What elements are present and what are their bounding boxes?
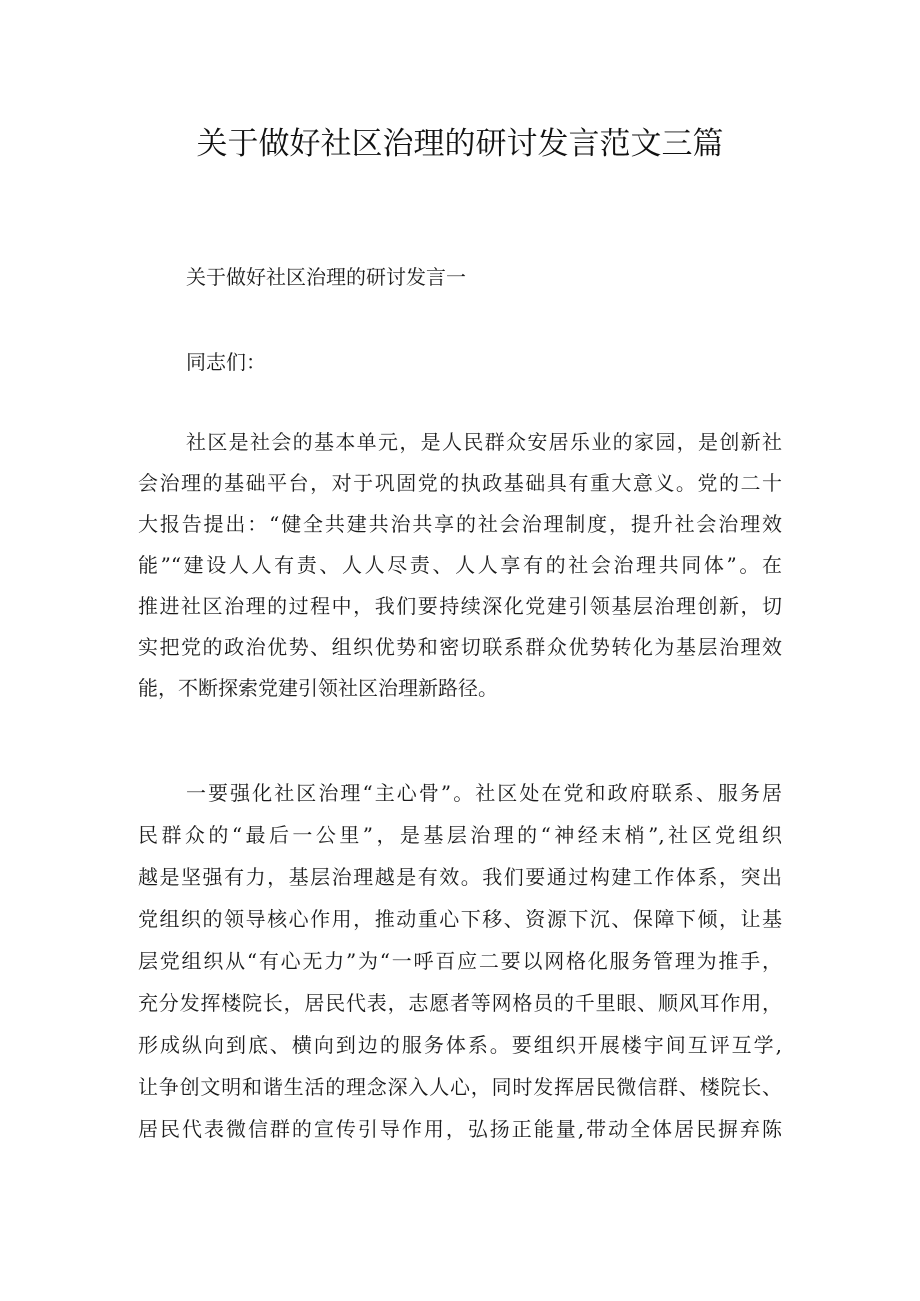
paragraph-line: 推进社区治理的过程中，我们要持续深化党建引领基层治理创新，切 (138, 594, 782, 618)
paragraph-line: 一要强化社区治理“主心骨”。社区处在党和政府联系、服务居 (186, 781, 782, 805)
paragraph-line: 实把党的政治优势、组织优势和密切联系群众优势转化为基层治理效 (138, 635, 782, 659)
paragraph-line: 大报告提出：“健全共建共治共享的社会治理制度，提升社会治理效 (138, 512, 782, 536)
section-subtitle: 关于做好社区治理的研讨发言一 (186, 265, 466, 289)
paragraph-line: 居民代表微信群的宣传引导作用，弘扬正能量,带动全体居民摒弃陈 (138, 1117, 782, 1141)
paragraph-line: 党组织的领导核心作用，推动重心下移、资源下沉、保障下倾，让基 (138, 907, 782, 931)
paragraph-line: 能”“建设人人有责、人人尽责、人人享有的社会治理共同体”。在 (138, 553, 782, 577)
paragraph-line: 民群众的“最后一公里”，是基层治理的“神经末梢”,社区党组织 (138, 823, 782, 847)
paragraph-line: 层党组织从“有心无力”为“一呼百应二要以网格化服务管理为推手， (138, 949, 782, 973)
paragraph-line: 让争创文明和谐生活的理念深入人心，同时发挥居民微信群、楼院长、 (138, 1075, 782, 1099)
paragraph-line: 能，不断探索党建引领社区治理新路径。 (138, 676, 498, 700)
paragraph-line: 越是坚强有力，基层治理越是有效。我们要通过构建工作体系，突出 (138, 865, 782, 889)
paragraph-line: 形成纵向到底、横向到边的服务体系。要组织开展楼宇间互评互学, (138, 1033, 782, 1057)
document-title: 关于做好社区治理的研讨发言范文三篇 (196, 126, 724, 162)
paragraph-line: 充分发挥楼院长，居民代表，志愿者等网格员的千里眼、顺风耳作用， (138, 991, 782, 1015)
paragraph-line: 会治理的基础平台，对于巩固党的执政基础具有重大意义。党的二十 (138, 471, 782, 495)
paragraph-line: 社区是社会的基本单元，是人民群众安居乐业的家园，是创新社 (186, 430, 782, 454)
salutation: 同志们： (186, 350, 266, 374)
